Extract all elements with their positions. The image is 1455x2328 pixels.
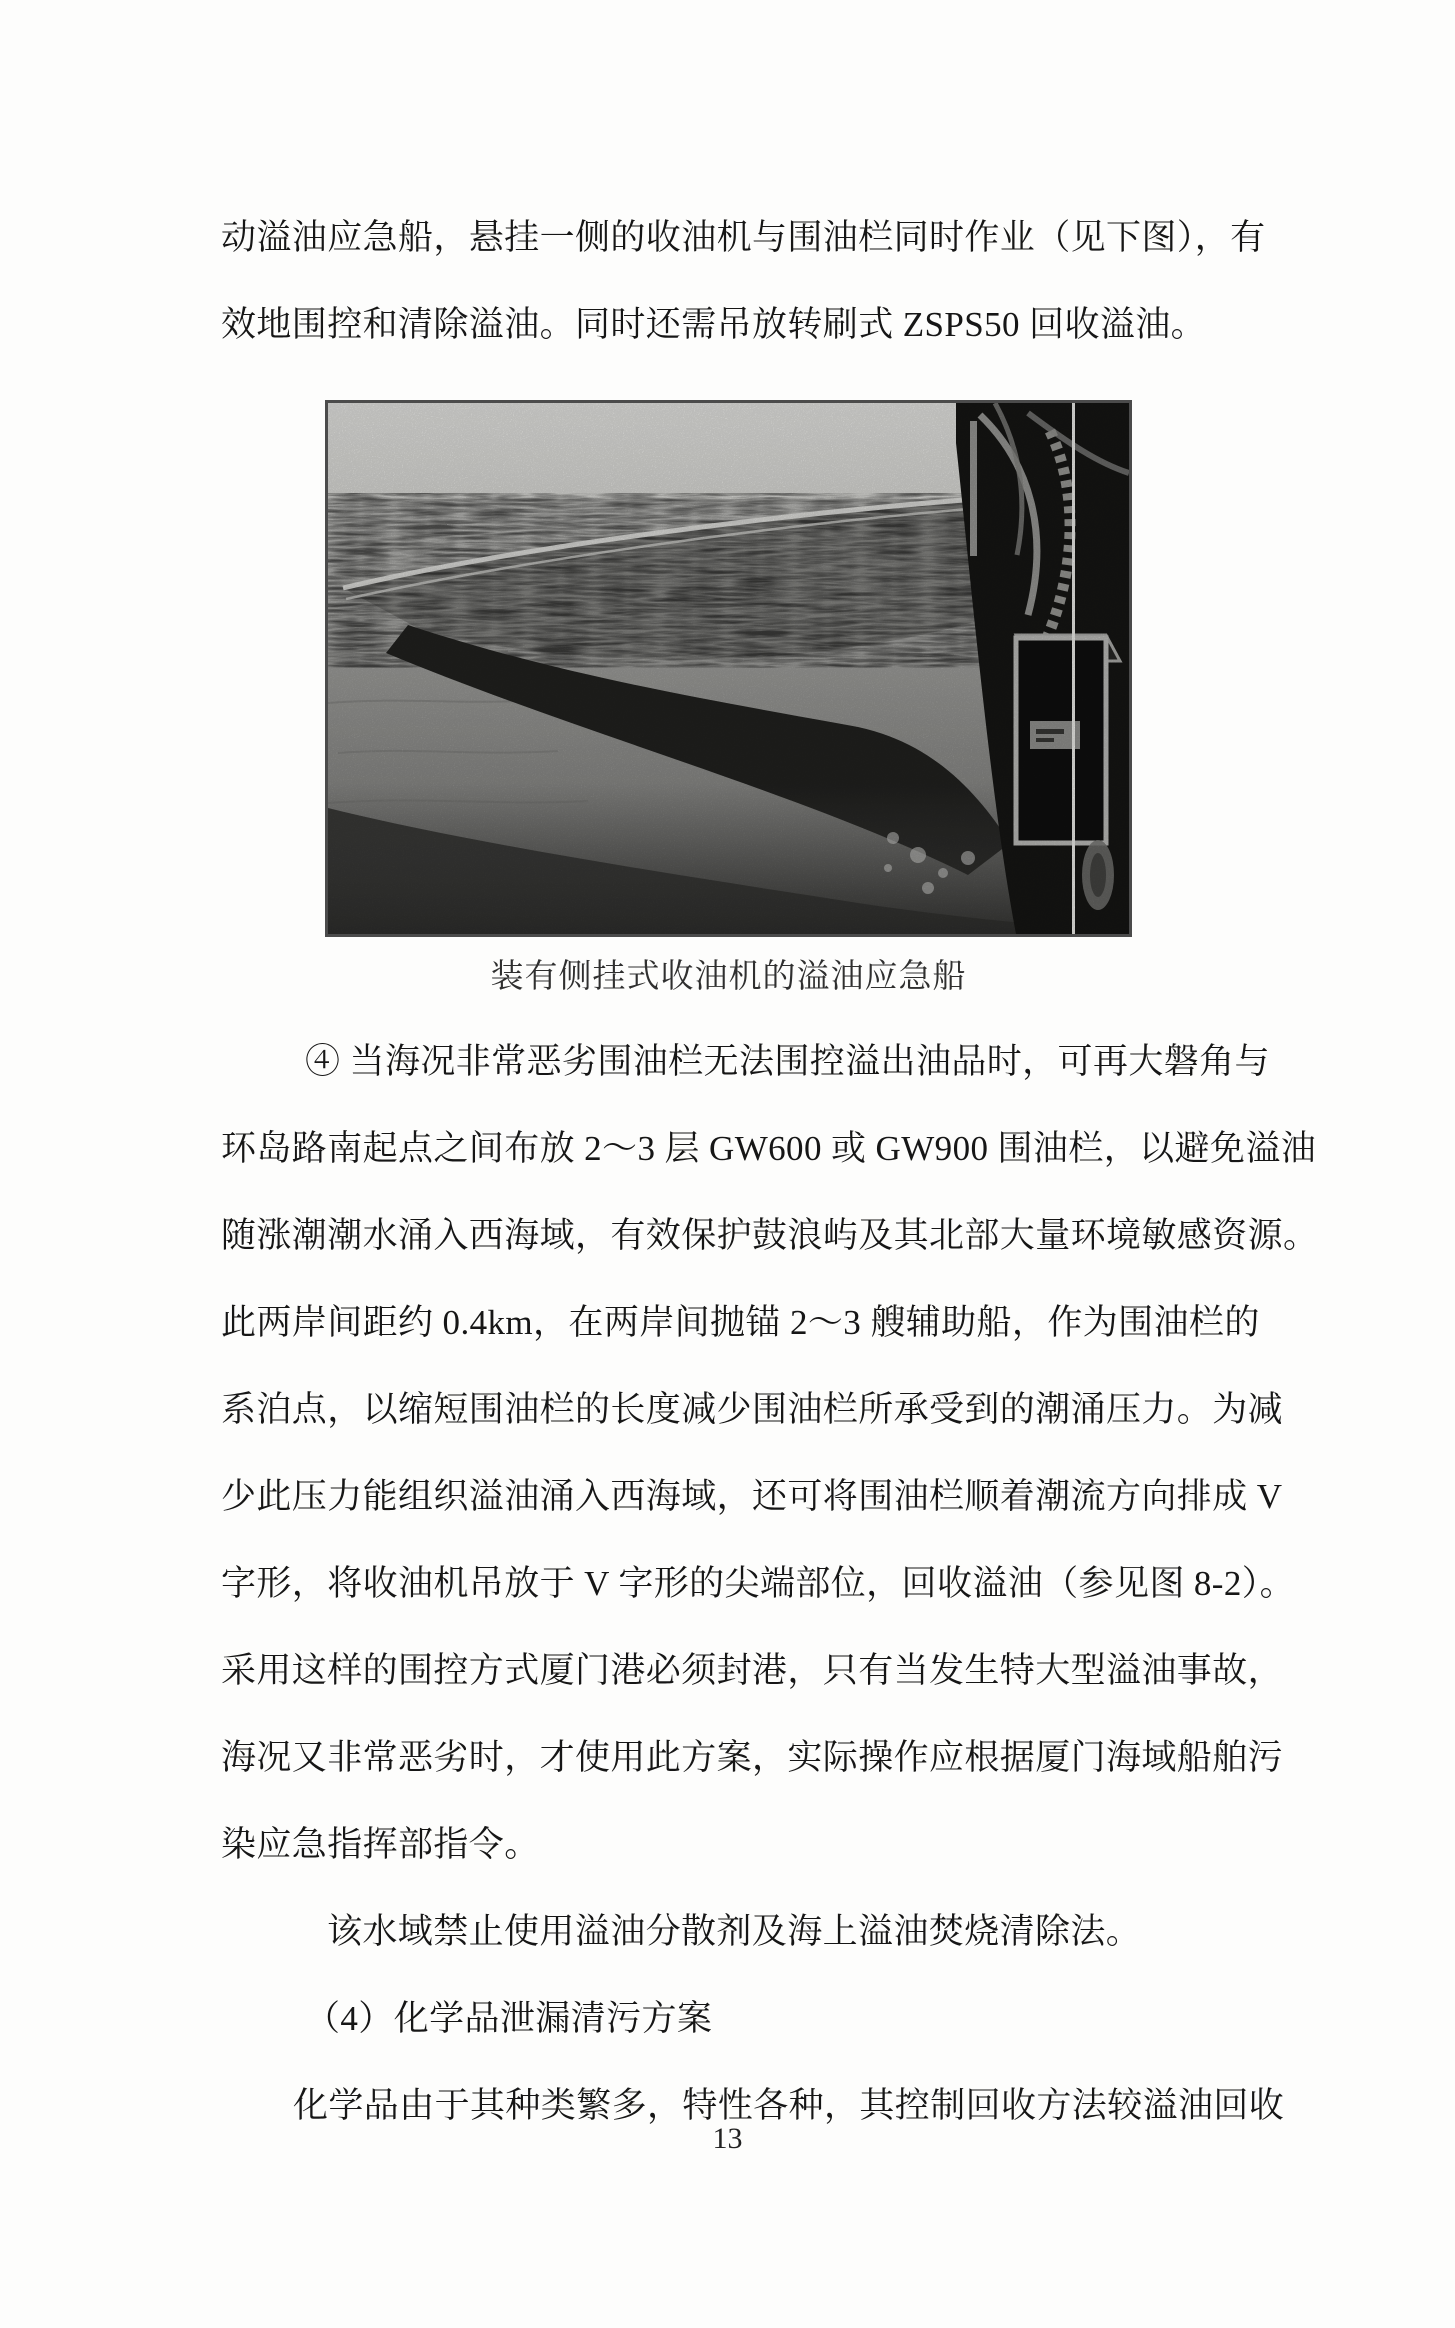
paragraph-line: 采用这样的围控方式厦门港必须封港，只有当发生特大型溢油事故， — [221, 1651, 1284, 1690]
figure-caption: 装有侧挂式收油机的溢油应急船 — [490, 957, 967, 994]
photo-grain — [328, 403, 1129, 934]
paragraph-line: 动溢油应急船，悬挂一侧的收油机与围油栏同时作业（见下图），有 — [221, 218, 1266, 257]
paragraph-line: 系泊点，以缩短围油栏的长度减少围油栏所承受到的潮涌压力。为减 — [221, 1390, 1284, 1429]
paragraph-line: 化学品由于其种类繁多，特性各种，其控制回收方法较溢油回收 — [293, 2086, 1285, 2125]
section-heading: （4）化学品泄漏清污方案 — [305, 1999, 713, 2038]
paragraph-line: ④ 当海况非常恶劣围油栏无法围控溢出油品时，可再大磐角与 — [305, 1042, 1270, 1081]
paragraph-line: 字形，将收油机吊放于 V 字形的尖端部位，回收溢油（参见图 8-2）。 — [221, 1564, 1296, 1603]
paragraph-line: 随涨潮潮水涌入西海域，有效保护鼓浪屿及其北部大量环境敏感资源。 — [221, 1216, 1319, 1255]
paragraph-line: 海况又非常恶劣时，才使用此方案，实际操作应根据厦门海域船舶污 — [221, 1738, 1284, 1777]
paragraph-line: 该水域禁止使用溢油分散剂及海上溢油焚烧清除法。 — [327, 1912, 1142, 1951]
paragraph-line: 效地围控和清除溢油。同时还需吊放转刷式 ZSPS50 回收溢油。 — [221, 305, 1207, 344]
figure-photo — [325, 400, 1132, 937]
paragraph-line: 染应急指挥部指令。 — [221, 1825, 540, 1864]
paragraph-line: 少此压力能组织溢油涌入西海域，还可将围油栏顺着潮流方向排成 V — [221, 1477, 1283, 1516]
page-number: 13 — [712, 2122, 743, 2155]
paragraph-line: 此两岸间距约 0.4km，在两岸间抛锚 2～3 艘辅助船，作为围油栏的 — [221, 1303, 1260, 1342]
paragraph-line: 环岛路南起点之间布放 2～3 层 GW600 或 GW900 围油栏，以避免溢油 — [221, 1129, 1317, 1168]
